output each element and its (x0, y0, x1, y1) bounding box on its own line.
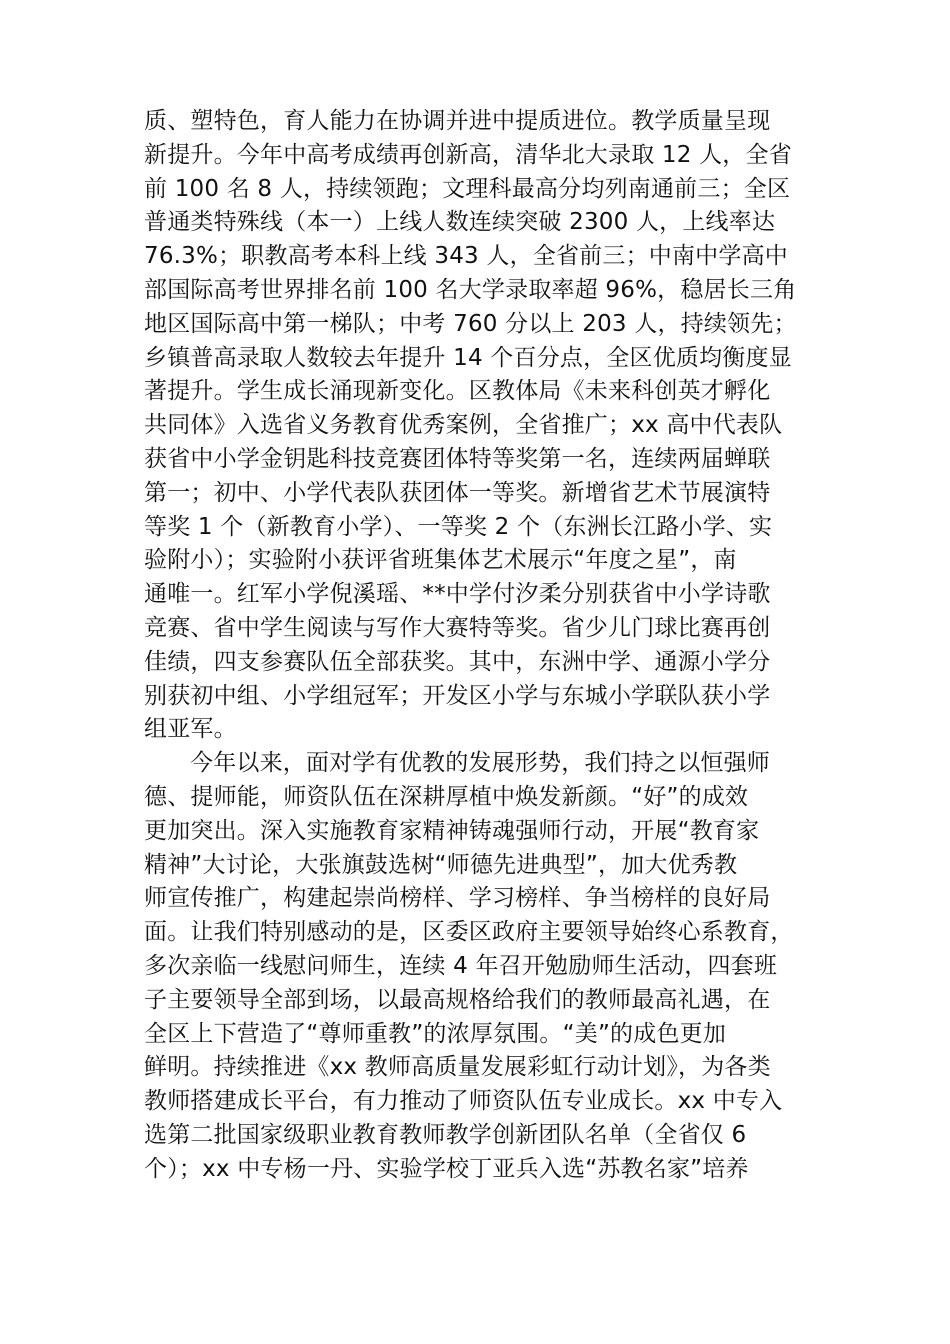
text-line: 普通类特殊线（本一）上线人数连续突破 2300 人，上线率达 (144, 209, 776, 236)
body-text (144, 105, 806, 1187)
text-line: 个）；xx 中专杨一丹、实验学校丁亚兵入选“苏教名家”培养 (144, 1155, 749, 1182)
text-line: 子主要领导全部到场，以最高规格给我们的教师最高礼遇，在 (144, 986, 771, 1013)
text-line: 质、塑特色，育人能力在协调并进中提质进位。教学质量呈现 (144, 108, 771, 134)
text-line: 德、提师能，师资队伍在深耕厚植中焕发新颜。“好”的成效 (144, 783, 749, 810)
text-line: 等奖 1 个（新教育小学）、一等奖 2 个（东洲长江路小学、实 (144, 513, 773, 540)
text-line: 师宣传推广，构建起崇尚榜样、学习榜样、争当榜样的良好局 (144, 885, 771, 912)
text-line: 通唯一。红军小学倪溪瑶、**中学付汐柔分别获省中小学诗歌 (144, 581, 771, 608)
text-line: 更加突出。深入实施教育家精神铸魂强师行动，开展“教育家 (144, 817, 760, 844)
text-line: 精神”大讨论，大张旗鼓选树“师德先进典型”，加大优秀教 (144, 851, 738, 878)
text-line: 著提升。学生成长涌现新变化。区教体局《未来科创英才孵化 (144, 378, 771, 405)
text-line: 竞赛、省中学生阅读与写作大赛特等奖。省少儿门球比赛再创 (144, 614, 771, 641)
text-line: 地区国际高中第一梯队；中考 760 分以上 203 人，持续领先； (144, 310, 797, 337)
text-line: 鲜明。持续推进《xx 教师高质量发展彩虹行动计划》，为各类 (144, 1054, 771, 1081)
paragraph-1 (144, 105, 806, 747)
text-line: 组亚军。 (144, 716, 237, 743)
text-line: 76.3%；职教高考本科上线 343 人，全省前三；中南中学高中 (144, 243, 788, 270)
text-line: 新提升。今年中高考成绩再创新高，清华北大录取 12 人，全省 (144, 141, 792, 168)
text-line: 获省中小学金钥匙科技竞赛团体特等奖第一名，连续两届蝉联 (144, 445, 771, 472)
text-line: 选第二批国家级职业教育教师教学创新团队名单（全省仅 6 (144, 1121, 747, 1148)
text-line: 验附小）；实验附小获评省班集体艺术展示“年度之星”，南 (144, 547, 737, 574)
text-line: 共同体》入选省义务教育优秀案例，全省推广；xx 高中代表队 (144, 412, 783, 439)
text-line: 乡镇普高录取人数较去年提升 14 个百分点，全区优质均衡度显 (144, 344, 792, 371)
paragraph-2 (144, 747, 806, 1186)
text-line: 多次亲临一线慰问师生，连续 4 年召开勉励师生活动，四套班 (144, 952, 778, 979)
text-line: 第一；初中、小学代表队获团体一等奖。新增省艺术节展演特 (144, 479, 771, 506)
text-line: 教师搭建成长平台，有力推动了师资队伍专业成长。xx 中专入 (144, 1088, 783, 1115)
text-line: 别获初中组、小学组冠军；开发区小学与东城小学联队获小学 (144, 682, 771, 709)
text-line: 佳绩，四支参赛队伍全部获奖。其中，东洲中学、通源小学分 (144, 648, 771, 675)
text-line: 前 100 名 8 人，持续领跑；文理科最高分均列南通前三；全区 (144, 175, 791, 202)
text-line: 面。让我们特别感动的是，区委区政府主要领导始终心系教育， (144, 919, 794, 946)
text-line: 部国际高考世界排名前 100 名大学录取率超 96%，稳居长三角 (144, 276, 797, 303)
text-line: 全区上下营造了“尊师重教”的浓厚氛围。“美”的成色更加 (144, 1020, 727, 1047)
text-line: 今年以来，面对学有优教的发展形势，我们持之以恒强师 (190, 750, 770, 777)
